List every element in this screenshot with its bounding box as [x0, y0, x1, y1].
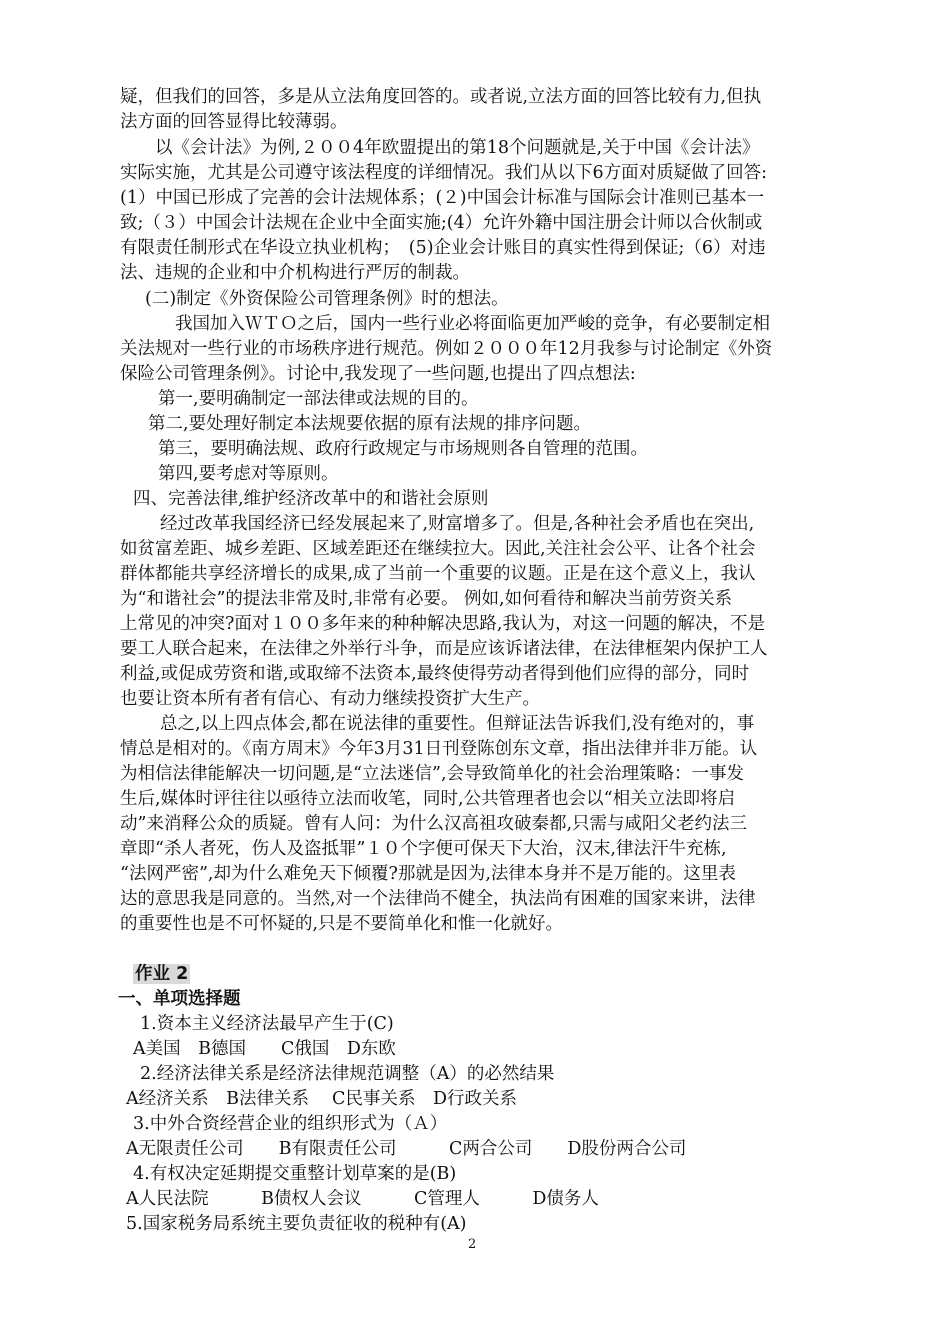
page-number: 2	[468, 1237, 477, 1252]
question: 4.有权决定延期提交重整计划草案的是(B)	[133, 1164, 457, 1184]
text-line: 第二,要处理好制定本法规要依据的原有法规的排序问题。	[148, 414, 592, 434]
text-line: 第四,要考虑对等原则。	[158, 464, 339, 484]
text-line: 利益,或促成劳资和谐,或取缔不法资本,最终使得劳动者得到他们应得的部分，同时	[120, 664, 750, 684]
text-line: 第一,要明确制定一部法律或法规的目的。	[158, 389, 479, 409]
text-line: 以《会计法》为例,２００4年欧盟提出的第18个问题就是,关于中国《会计法》	[155, 138, 760, 158]
text-line: 保险公司管理条例》。讨论中,我发现了一些问题,也提出了四点想法:	[120, 364, 636, 384]
question: 2.经济法律关系是经济法律规范调整（A）的必然结果	[140, 1064, 555, 1084]
text-line: 疑，但我们的回答，多是从立法角度回答的。或者说,立法方面的回答比较有力,但执	[120, 87, 762, 107]
text-line: 要工人联合起来，在法律之外举行斗争，而是应该诉诸法律，在法律框架内保护工人	[120, 639, 768, 659]
text-line: 的重要性也是不可怀疑的,只是不要简单化和惟一化就好。	[120, 914, 564, 934]
section-heading: 一、单项选择题	[118, 989, 241, 1009]
text-line: 第三，要明确法规、政府行政规定与市场规则各自管理的范围。	[158, 439, 648, 459]
text-line: 如贫富差距、城乡差距、区域差距还在继续拉大。因此,关注社会公平、让各个社会	[120, 539, 756, 559]
text-line: 达的意思我是同意的。当然,对一个法律尚不健全，执法尚有困难的国家来讲，法律	[120, 889, 756, 909]
text-line: 动”来消释公众的质疑。曾有人问：为什么汉高祖攻破秦都,只需与咸阳父老约法三	[120, 814, 748, 834]
text-line: “法网严密”,却为什么难免天下倾覆?那就是因为,法律本身并不是万能的。这里表	[120, 864, 736, 884]
answer-options: A无限责任公司 B有限责任公司 C两合公司 D股份两合公司	[126, 1139, 687, 1159]
subsection-heading: (二)制定《外资保险公司管理条例》时的想法。	[145, 289, 509, 309]
text-line: (1）中国已形成了完善的会计法规体系；(２)中国会计标准与国际会计准则已基本一	[120, 188, 765, 208]
text-line: 为“和谐社会”的提法非常及时,非常有必要。 例如,如何看待和解决当前劳资关系	[120, 589, 733, 609]
text-line: 我国加入ＷＴＯ之后，国内一些行业必将面临更加严峻的竞争，有必要制定相	[175, 314, 770, 334]
text-line: 法、违规的企业和中介机构进行严厉的制裁。	[120, 263, 470, 283]
text-line: 实际实施，尤其是公司遵守该法程度的详细情况。我们从以下6方面对质疑做了回答:	[120, 163, 768, 183]
section-heading: 四、完善法律,维护经济改革中的和谐社会原则	[133, 489, 489, 509]
question: 5.国家税务局系统主要负责征收的税种有(A)	[126, 1214, 467, 1234]
text-line: 关法规对一些行业的市场秩序进行规范。例如２０００年12月我参与讨论制定《外资	[120, 339, 773, 359]
text-line: 有限责任制形式在华设立执业机构； (5)企业会计账目的真实性得到保证;（6）对违	[120, 238, 766, 258]
answer-options: A美国 B德国 C俄国 D东欧	[133, 1039, 396, 1059]
text-line: 生后,媒体时评往往以亟待立法而收笔，同时,公共管理者也会以“相关立法即将启	[120, 789, 736, 809]
text-line: 为相信法律能解决一切问题,是“立法迷信”,会导致简单化的社会治理策略：一事发	[120, 764, 745, 784]
text-line: 群体都能共享经济增长的成果,成了当前一个重要的议题。正是在这个意义上，我认	[120, 564, 756, 584]
question: 1.资本主义经济法最早产生于(C)	[140, 1014, 394, 1034]
homework-title-label: 作业 2	[135, 964, 189, 984]
text-line: 总之,以上四点体会,都在说法律的重要性。但辩证法告诉我们,没有绝对的，事	[160, 714, 755, 734]
question: 3.中外合资经营企业的组织形式为（Ａ）	[133, 1114, 448, 1134]
text-line: 也要让资本所有者有信心、有动力继续投资扩大生产。	[120, 689, 540, 709]
text-line: 上常见的冲突?面对１００多年来的种种解决思路,我认为，对这一问题的解决，不是	[120, 614, 765, 634]
text-line: 情总是相对的。《南方周末》今年3月31日刊登陈创东文章，指出法律并非万能。认	[120, 739, 758, 759]
text-line: 章即“杀人者死，伤人及盗抵罪”１０个字便可保天下大治，汉末,律法汗牛充栋,	[120, 839, 727, 859]
text-line: 致;（３）中国会计法规在企业中全面实施;(4）允许外籍中国注册会计师以合伙制或	[120, 213, 763, 233]
answer-options: A经济关系 B法律关系 C民事关系 D行政关系	[126, 1089, 517, 1109]
answer-options: A人民法院 B债权人会议 C管理人 D债务人	[126, 1189, 599, 1209]
homework-title	[133, 962, 190, 986]
text-line: 经过改革我国经济已经发展起来了,财富增多了。但是,各种社会矛盾也在突出,	[160, 514, 755, 534]
text-line: 法方面的回答显得比较薄弱。	[120, 112, 348, 132]
